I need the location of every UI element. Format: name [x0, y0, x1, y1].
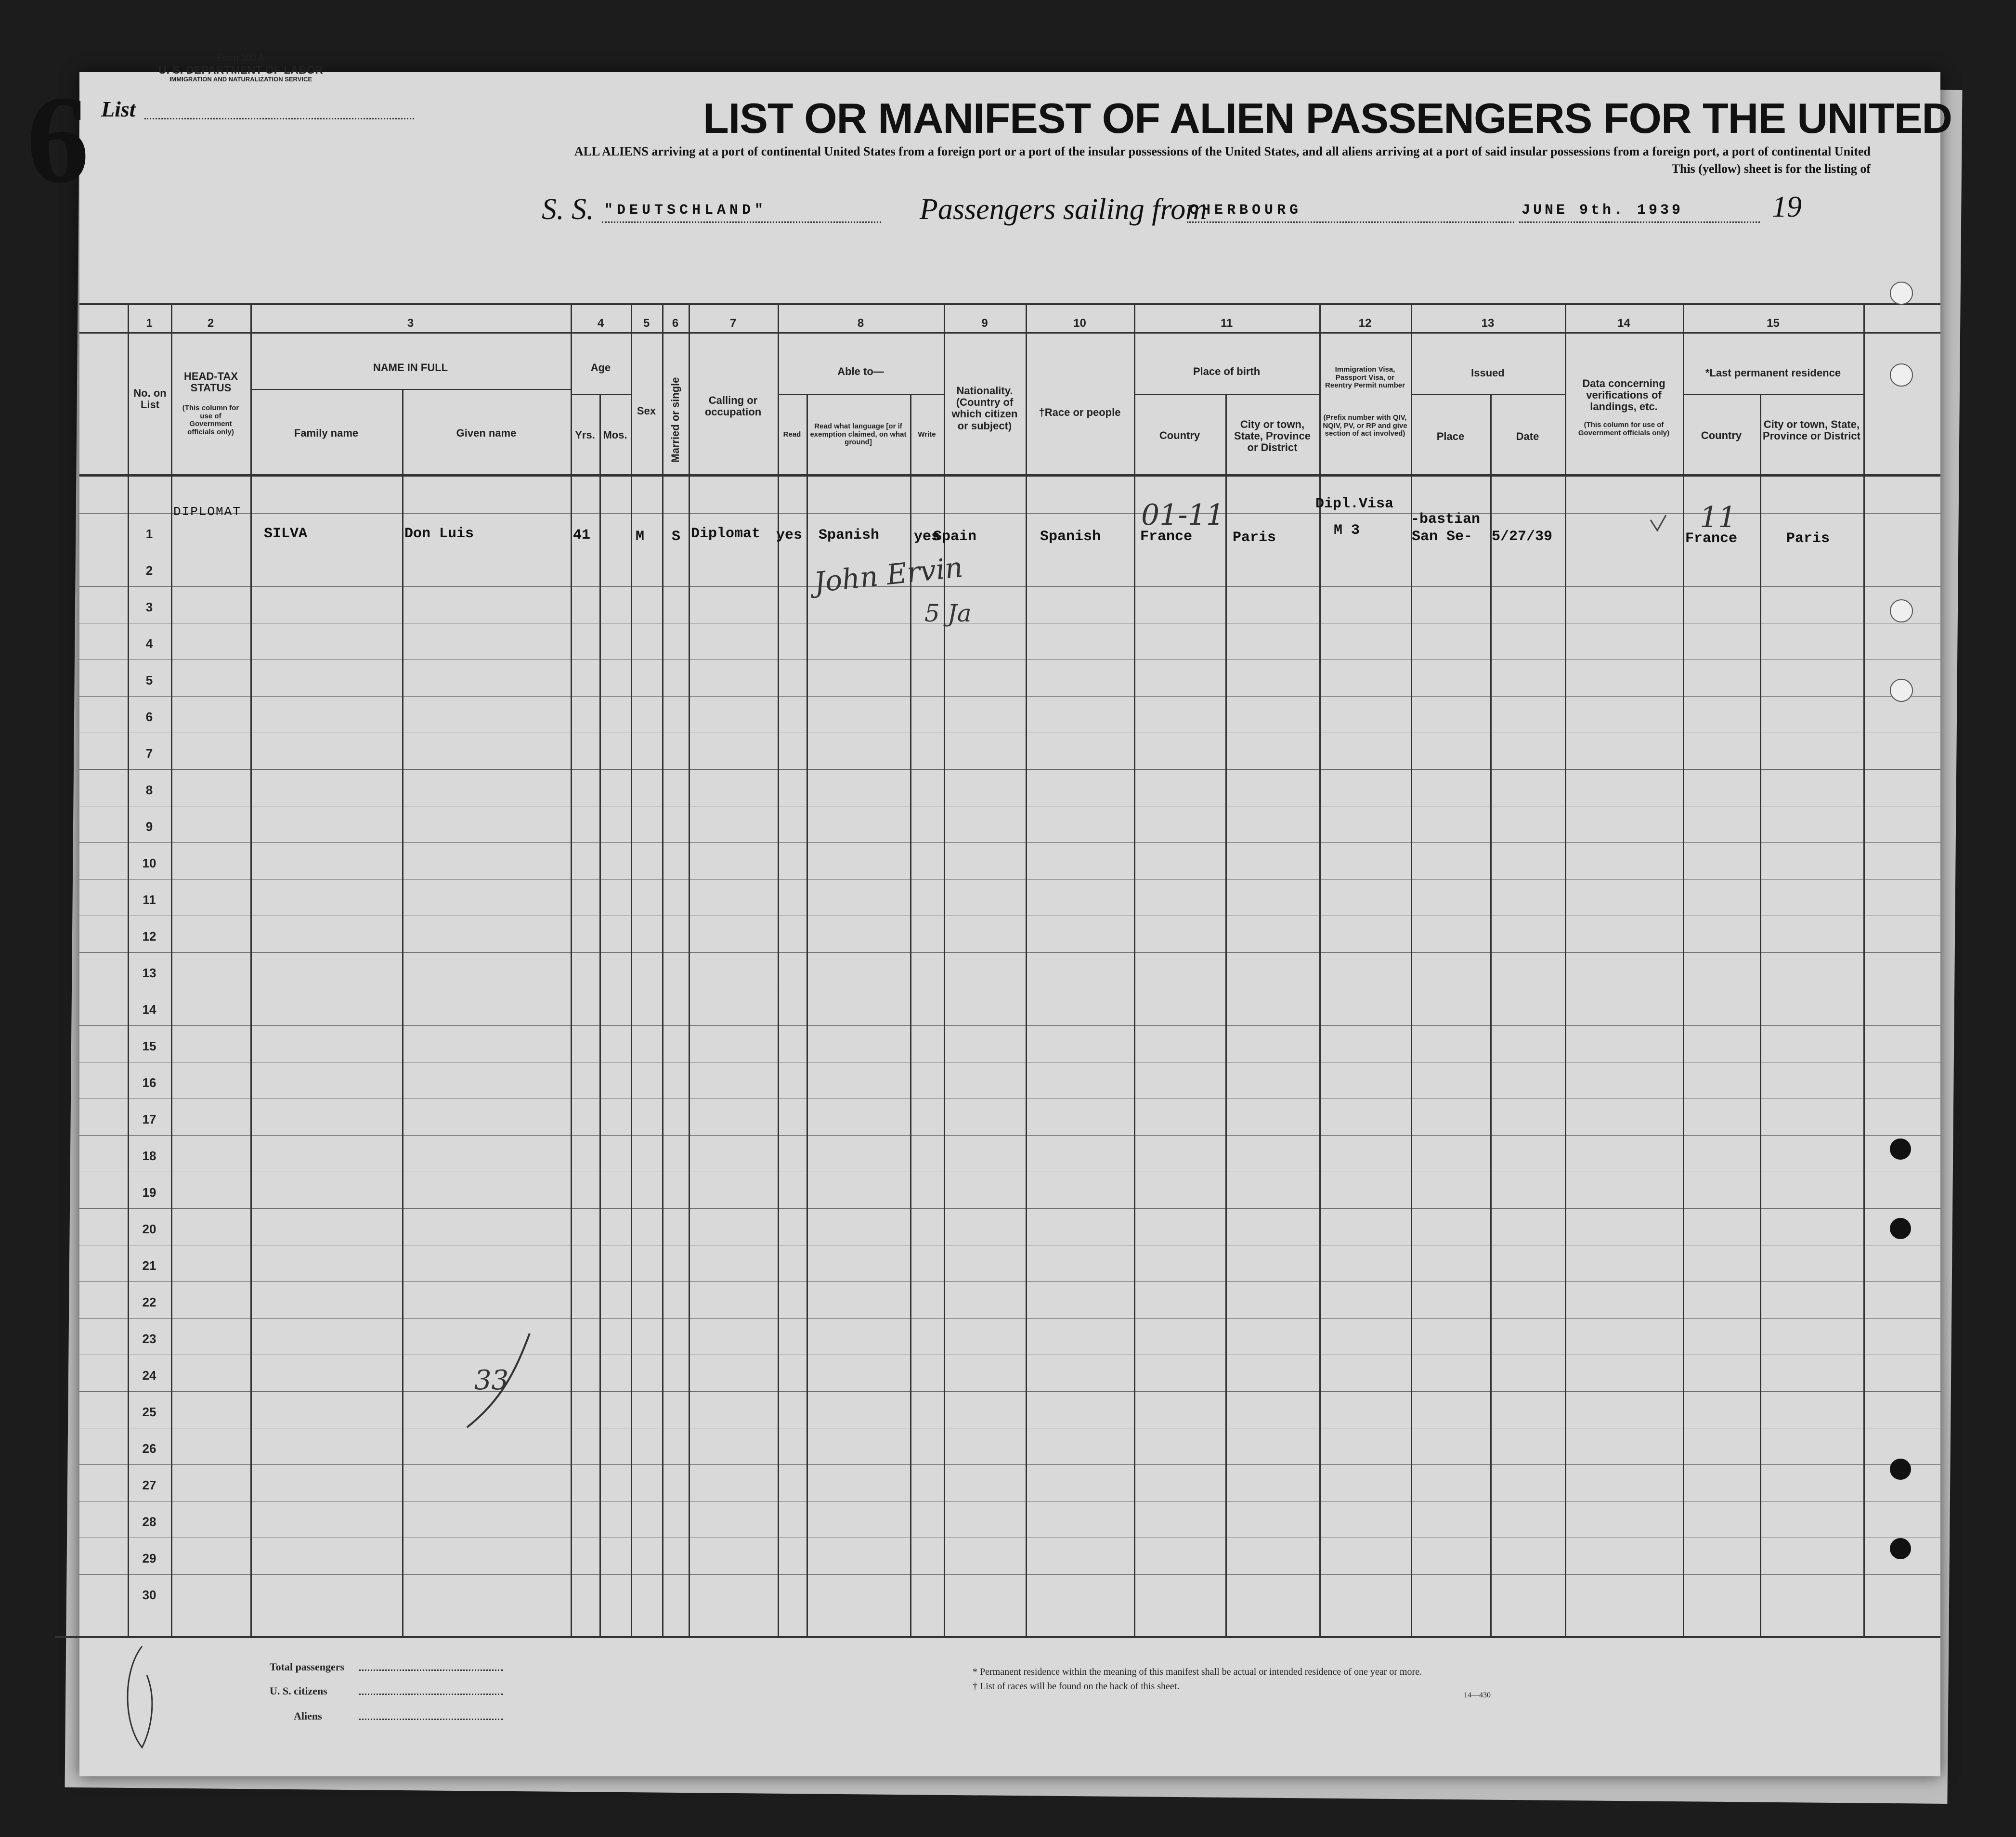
sailing-port: CHERBOURG — [1189, 202, 1302, 219]
entry-language: Spanish — [819, 527, 880, 543]
row-number: 16 — [142, 1075, 156, 1090]
col-rule — [778, 303, 779, 1637]
col-rule — [1760, 394, 1761, 1637]
row-number: 6 — [145, 710, 153, 724]
header-marital: Married or single — [669, 377, 681, 463]
page-tally-mark: 33 — [474, 1365, 509, 1396]
row-rule — [79, 1391, 1940, 1392]
entry-visa: Dipl.Visa — [1315, 496, 1394, 512]
entry-issued-place-1: -bastian — [1411, 511, 1481, 528]
row-rule — [79, 842, 1940, 843]
tally-stroke — [457, 1329, 544, 1435]
footnote-races: † List of races will be found on the back of this sheet. — [973, 1681, 1180, 1692]
row-rule — [79, 1208, 1940, 1209]
footnote-residence: * Permanent residence within the meaning of this manifest shall be actual or intended residence of one year or more. — [973, 1667, 1422, 1677]
list-label: List — [101, 97, 136, 121]
header-nationality: Nationality. (Country of which citizen or subject) — [951, 385, 1018, 432]
binder-hole — [1890, 1459, 1911, 1480]
header-birth-city: City or town, State, Province or District — [1234, 418, 1311, 454]
subtitle-line-1: ALL ALIENS arriving at a port of continental United States from a foreign port or a port of the insular possessions of the United States, and all aliens arriving at a port of said insular possessions from a foreign port, a port of continental United — [574, 144, 1871, 158]
header-write: Write — [918, 430, 936, 439]
row-rule — [79, 879, 1940, 880]
row-number: 17 — [142, 1112, 156, 1126]
header-race: †Race or people — [1039, 406, 1121, 418]
department-name: U. S. DEPARTMENT OF LABOR — [158, 63, 323, 76]
colnum-rule — [79, 332, 1940, 334]
entry-family-name: SILVA — [264, 526, 308, 542]
header-sex: Sex — [637, 405, 656, 417]
header-data-note: (This column for use of Government officials only) — [1578, 421, 1670, 437]
col-rule — [631, 303, 632, 1637]
table-top-rule — [79, 303, 1940, 305]
entry-birth-city: Paris — [1233, 530, 1276, 546]
row-rule — [79, 1281, 1940, 1282]
col-rule — [1134, 303, 1135, 1637]
col-num: 2 — [207, 317, 214, 330]
row-rule — [79, 1025, 1940, 1026]
header-place-of-birth: Place of birth — [1193, 365, 1261, 377]
print-code: 14—430 — [1464, 1691, 1491, 1699]
row-rule — [79, 696, 1940, 697]
header-given-name: Given name — [456, 427, 517, 439]
row-number: 3 — [145, 600, 153, 614]
check-mark — [1647, 510, 1676, 539]
footer-us-citizens: U. S. citizens — [270, 1685, 327, 1697]
entry-head-tax: DIPLOMAT — [173, 505, 241, 519]
entry-issued-date: 5/27/39 — [1492, 529, 1553, 545]
list-line — [144, 118, 414, 119]
row-number: 27 — [142, 1478, 156, 1492]
row-number: 9 — [145, 819, 153, 834]
binder-hole — [1890, 679, 1913, 702]
header-issued: Issued — [1471, 367, 1505, 379]
header-visa-note: (Prefix number with QIV, NQIV, PV, or RP and give section of act involved) — [1323, 414, 1407, 438]
header-no-on-list: No. on List — [133, 387, 167, 411]
footer-total-passengers: Total passengers — [270, 1661, 345, 1673]
col-rule — [1565, 303, 1566, 1637]
row-number: 24 — [142, 1368, 156, 1383]
col-rule — [1490, 394, 1492, 1637]
header-res-country: Country — [1701, 429, 1742, 441]
row-rule — [79, 1318, 1940, 1319]
entry-nationality: Spain — [933, 529, 977, 545]
footer-line — [359, 1694, 503, 1695]
able-subrule — [778, 394, 944, 395]
inspector-signature: John Ervin — [812, 550, 964, 599]
row-number: 4 — [145, 636, 153, 651]
entry-birth-country: France — [1140, 529, 1193, 545]
binder-hole — [1890, 282, 1913, 305]
handwritten-birth-mark: 01-11 — [1141, 498, 1224, 532]
header-bottom-rule — [79, 474, 1940, 477]
row-number: 23 — [142, 1332, 156, 1346]
header-years: Yrs. — [575, 429, 595, 441]
col-num: 6 — [672, 317, 679, 330]
header-head-tax-note: (This column for use of Government officials only) — [182, 404, 239, 436]
header-issued-date: Date — [1516, 430, 1539, 442]
entry-marital: S — [672, 529, 681, 545]
margin-stroke — [113, 1642, 171, 1752]
row-rule — [79, 586, 1940, 587]
col-rule — [1683, 303, 1684, 1637]
row-number: 26 — [142, 1441, 156, 1456]
binder-hole — [1890, 1138, 1911, 1160]
header-birth-country: Country — [1159, 429, 1200, 441]
ship-prefix: S. S. — [542, 193, 594, 226]
row-number: 22 — [142, 1295, 156, 1309]
name-subrule — [250, 389, 571, 390]
header-months: Mos. — [603, 429, 627, 441]
form-number: Form 500 A — [217, 53, 265, 63]
row-number: 8 — [145, 783, 153, 797]
binder-hole — [1890, 1538, 1911, 1559]
header-name-in-full: NAME IN FULL — [373, 362, 448, 374]
col-num: 5 — [643, 317, 650, 330]
page-title: LIST OR MANIFEST OF ALIEN PASSENGERS FOR THE UNITED — [703, 94, 1952, 142]
row-rule — [79, 952, 1940, 953]
col-rule — [689, 303, 690, 1637]
row-number: 15 — [142, 1039, 156, 1053]
header-data-concerning: Data concerning verifications of landings, etc. — [1582, 377, 1665, 413]
col-num: 8 — [857, 317, 864, 330]
row-number: 20 — [142, 1222, 156, 1236]
col-rule — [599, 394, 601, 1637]
entry-given-name: Don Luis — [404, 526, 474, 542]
col-num: 1 — [146, 317, 153, 330]
row-rule — [79, 1135, 1940, 1136]
col-rule — [250, 303, 252, 1637]
col-num: 14 — [1617, 317, 1630, 330]
signature-note: 5 Ja — [924, 599, 972, 627]
row-number: 11 — [143, 893, 156, 907]
row-number: 10 — [142, 856, 156, 870]
col-rule — [1026, 303, 1027, 1637]
sailing-label: Passengers sailing from — [920, 193, 1208, 226]
entry-read: yes — [776, 527, 803, 543]
row-number: 1 — [145, 527, 153, 541]
col-num: 7 — [729, 317, 737, 330]
col-num: 9 — [981, 317, 988, 330]
ship-line — [602, 221, 881, 223]
entry-res-country: France — [1685, 530, 1738, 547]
row-rule — [79, 1574, 1940, 1575]
subtitle-line-2: This (yellow) sheet is for the listing of — [1671, 162, 1871, 176]
row-number: 18 — [142, 1149, 156, 1163]
col-num: 13 — [1481, 317, 1495, 330]
row-number: 12 — [142, 929, 156, 944]
header-head-tax: HEAD-TAX STATUS — [183, 370, 238, 394]
header-family-name: Family name — [294, 427, 359, 439]
col-rule — [402, 389, 403, 1637]
header-read: Read — [783, 430, 801, 439]
row-number: 30 — [142, 1588, 156, 1602]
row-number: 2 — [145, 563, 153, 578]
sheet-number: 6 — [26, 70, 89, 209]
row-rule — [79, 1464, 1940, 1465]
port-line — [1187, 221, 1514, 223]
sailing-date: JUNE 9th. 1939 — [1522, 202, 1684, 219]
row-number: 29 — [142, 1551, 156, 1565]
header-last-residence: *Last permanent residence — [1705, 367, 1841, 379]
col-num: 12 — [1358, 317, 1372, 330]
entry-sex: M — [636, 529, 645, 545]
row-number: 13 — [142, 966, 156, 980]
issued-subrule — [1411, 394, 1565, 395]
handwritten-residence-mark: 11 — [1700, 501, 1737, 534]
service-name: IMMIGRATION AND NATURALIZATION SERVICE — [169, 76, 312, 83]
footer-line — [359, 1669, 503, 1671]
entry-visa-class: M 3 — [1334, 522, 1360, 539]
row-number: 5 — [145, 673, 153, 687]
binder-hole — [1890, 363, 1913, 387]
form-identifier — [106, 53, 376, 83]
entry-issued-place-2: San Se- — [1412, 529, 1473, 545]
footer-line — [359, 1719, 503, 1720]
col-rule — [806, 394, 808, 1637]
col-rule — [571, 303, 572, 1637]
entry-race: Spanish — [1040, 529, 1101, 545]
col-rule — [1411, 303, 1412, 1637]
binder-hole — [1890, 599, 1913, 622]
header-res-city: City or town, State, Province or District — [1763, 418, 1860, 442]
table-bottom-rule — [55, 1636, 1940, 1638]
entry-age: 41 — [573, 527, 591, 543]
header-visa: Immigration Visa, Passport Visa, or Reentry Permit number — [1325, 365, 1405, 389]
col-rule — [1863, 303, 1865, 1637]
col-num: 4 — [597, 317, 604, 330]
binder-hole — [1890, 1218, 1911, 1239]
col-rule — [662, 303, 663, 1637]
ship-name: "DEUTSCHLAND" — [604, 202, 767, 219]
entry-occupation: Diplomat — [691, 526, 761, 542]
col-rule — [1225, 394, 1227, 1637]
row-number: 7 — [145, 746, 153, 761]
residence-subrule — [1683, 394, 1863, 395]
header-age: Age — [590, 362, 611, 374]
header-able-to: Able to— — [837, 365, 884, 377]
row-number: 28 — [142, 1514, 156, 1529]
footer-aliens: Aliens — [294, 1710, 322, 1722]
row-number: 21 — [142, 1258, 156, 1273]
col-num: 11 — [1220, 317, 1233, 330]
row-number: 25 — [142, 1405, 156, 1419]
row-number: 14 — [142, 1002, 156, 1017]
col-num: 10 — [1073, 317, 1086, 330]
header-issued-place: Place — [1436, 430, 1465, 442]
col-num: 15 — [1767, 317, 1780, 330]
row-rule — [79, 769, 1940, 770]
col-rule — [944, 303, 945, 1637]
date-line — [1519, 221, 1760, 223]
year-suffix: 19 — [1772, 191, 1802, 223]
entry-res-city: Paris — [1786, 530, 1830, 547]
row-number: 19 — [142, 1185, 156, 1200]
col-num: 3 — [407, 317, 414, 330]
header-read-language: Read what language [or if exemption claimed, on what ground] — [810, 422, 907, 446]
header-occupation: Calling or occupation — [704, 394, 762, 418]
entry-write: yes — [914, 529, 940, 545]
